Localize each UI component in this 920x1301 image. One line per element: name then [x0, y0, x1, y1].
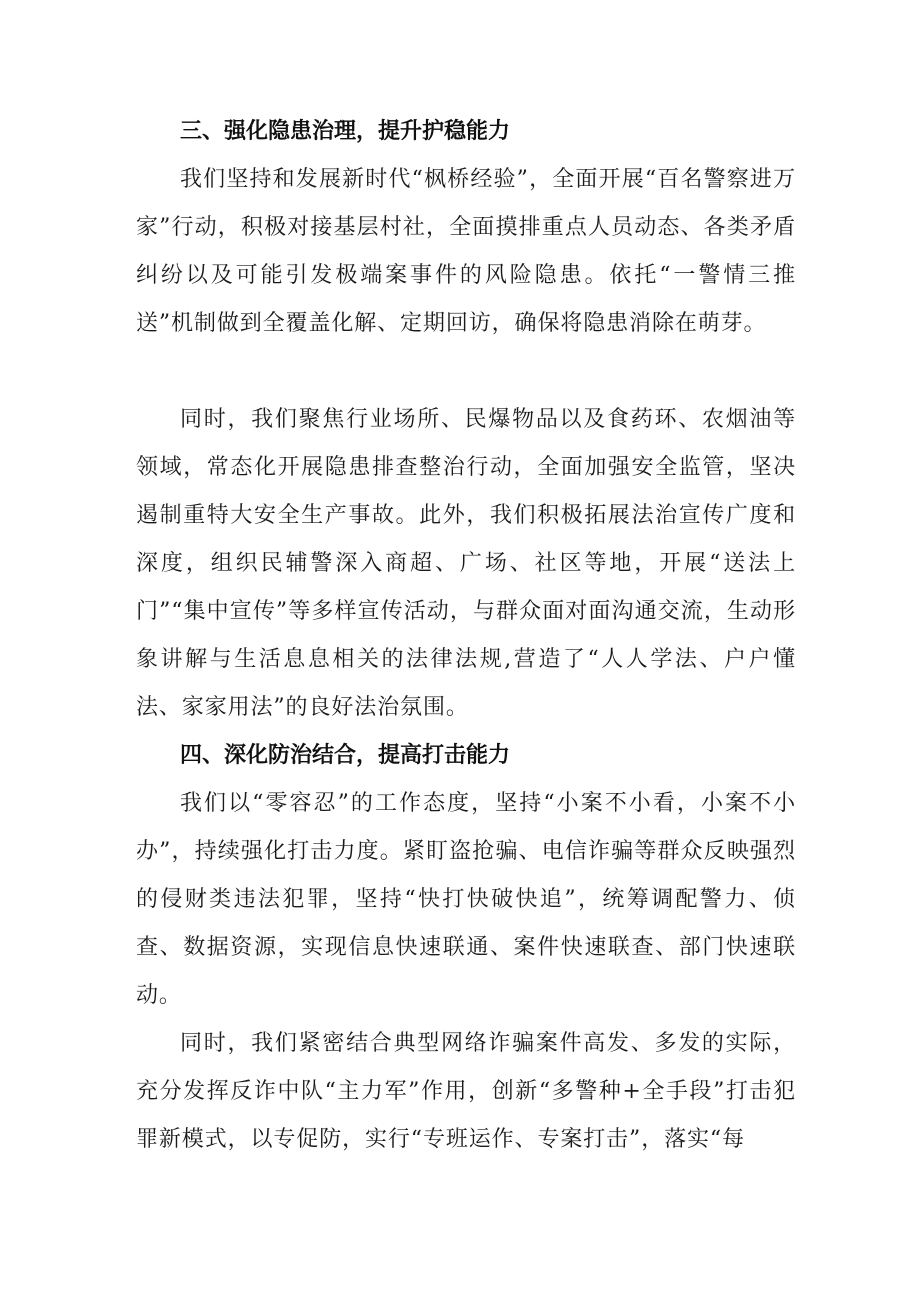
section-heading-4: 四、深化防治结合，提高打击能力 [180, 743, 511, 768]
paragraph-4-1: 我们以“零容忍”的工作态度，坚持“小案不小看，小案不小办”，持续强化打击力度。紧盯盗抢骗、电信诈骗等群众反映强烈的侵财类违法犯罪，坚持“快打快破快追”，统筹调配警力、侦查、数据资源，实现信息快速联通、案件快速联查、部门快速联动。 [136, 791, 796, 1008]
section-heading-3: 三、强化隐患治理，提升护稳能力 [180, 119, 511, 144]
paragraph-3-1: 我们坚持和发展新时代“枫桥经验”，全面开展“百名警察进万家”行动，积极对接基层村社，全面摸排重点人员动态、各类矛盾纠纷以及可能引发极端案事件的风险隐患。依托“一警情三推送”机制做到全覆盖化解、定期回访，确保将隐患消除在萌芽。 [136, 167, 796, 336]
paragraph-3-2: 同时，我们聚焦行业场所、民爆物品以及食药环、农烟油等领域，常态化开展隐患排查整治行动，全面加强安全监管，坚决遏制重特大安全生产事故。此外，我们积极拓展法治宣传广度和深度，组织民辅警深入商超、广场、社区等地，开展“送法上门”“集中宣传”等多样宣传活动，与群众面对面沟通交流，生动形象讲解与生活息息相关的法律法规,营造了“人人学法、户户懂法、家家用法”的良好法治氛围。 [136, 407, 796, 720]
paragraph-4-2: 同时，我们紧密结合典型网络诈骗案件高发、多发的实际，充分发挥反诈中队“主力军”作用，创新“多警种+全手段”打击犯罪新模式，以专促防，实行“专班运作、专案打击”，落实“每 [136, 1031, 796, 1152]
document-body [136, 108, 796, 1164]
